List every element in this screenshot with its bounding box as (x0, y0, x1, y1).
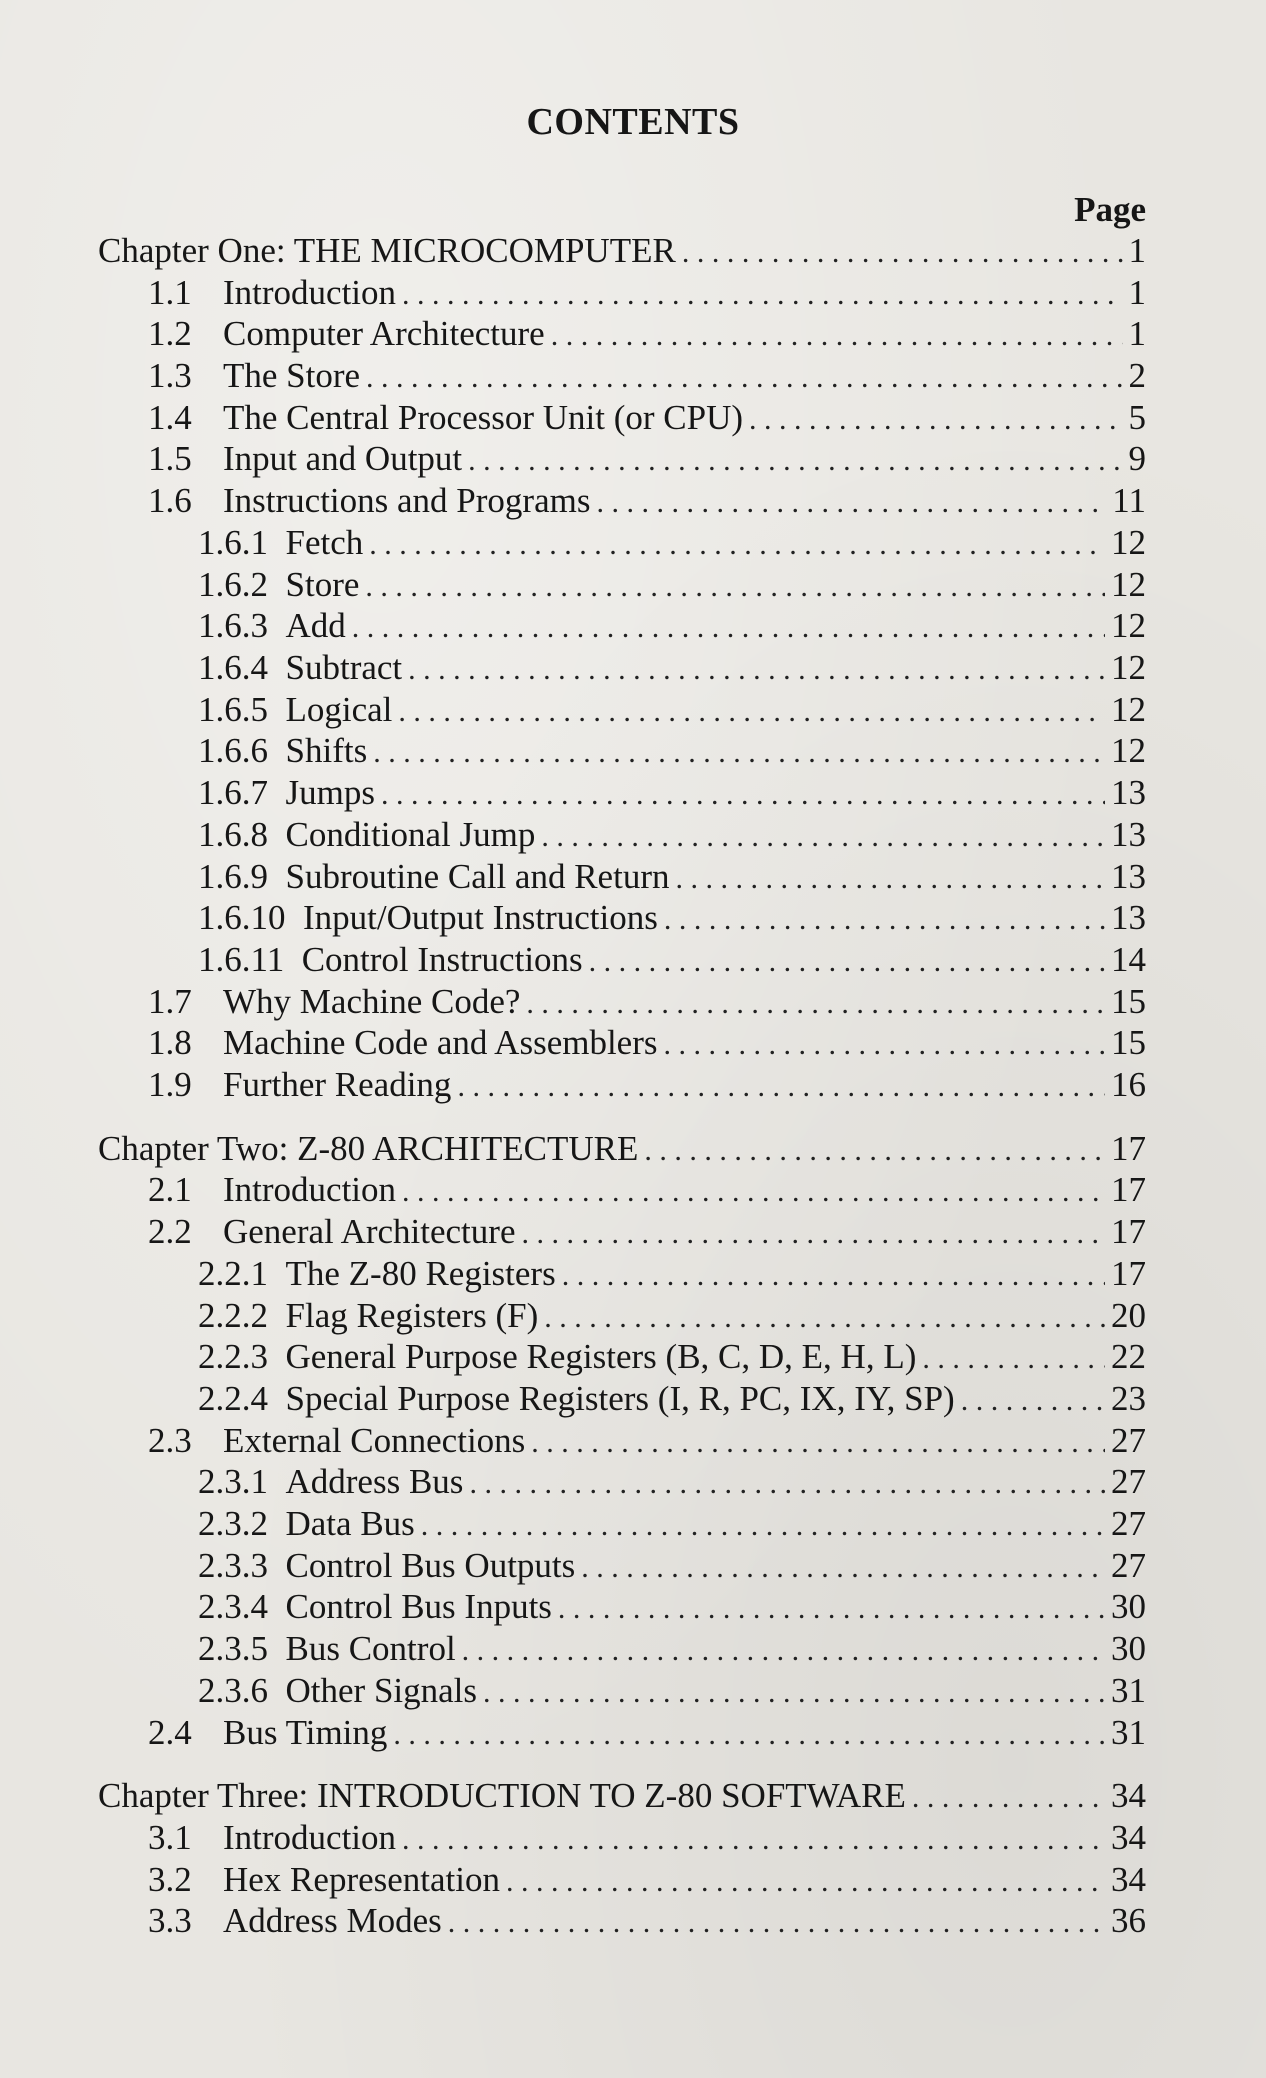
toc-chapter-entry (98, 230, 1146, 272)
toc-entry-title: Fetch (285, 523, 364, 562)
toc-entry-number: 1.7 (148, 982, 192, 1021)
toc-section-entry (148, 272, 1146, 314)
toc-entry-number: 1.6.1 (198, 523, 286, 562)
toc-entry-page: 13 (1111, 857, 1146, 896)
dot-leader (469, 1463, 1105, 1505)
dot-leader (366, 357, 1122, 399)
toc-entry-page: 27 (1111, 1462, 1146, 1501)
toc-entry-number: 1.5 (148, 439, 192, 478)
toc-entry-number: 1.6.10 (198, 898, 303, 937)
toc-entry-page: 17 (1111, 1212, 1146, 1251)
toc-entry-number: 2.3.5 (198, 1629, 286, 1668)
dot-leader (398, 691, 1105, 733)
toc-section-entry (198, 1586, 1146, 1628)
toc-entry-page: 15 (1111, 1023, 1146, 1062)
toc-entry-page: 1 (1128, 273, 1146, 312)
toc-section-entry (148, 480, 1146, 522)
toc-entry-title: Input/Output Instructions (303, 898, 658, 937)
toc-entry-page: 30 (1111, 1587, 1146, 1626)
toc-entry-number: 2.1 (148, 1170, 192, 1209)
toc-entry-number: 1.6.9 (198, 857, 286, 896)
toc-entry-page: 27 (1111, 1504, 1146, 1543)
toc-entry-number: 2.3.6 (198, 1671, 286, 1710)
toc-section-entry (148, 1817, 1146, 1859)
toc-entry-title: Hex Representation (223, 1860, 500, 1899)
dot-leader (596, 482, 1106, 524)
toc-entry-title: Bus Timing (223, 1713, 388, 1752)
toc-entry-title: Chapter Two: Z-80 ARCHITECTURE (98, 1129, 639, 1168)
dot-leader (369, 524, 1105, 566)
toc-entry-page: 27 (1111, 1421, 1146, 1460)
toc-entry-number: 2.3 (148, 1421, 192, 1460)
toc-section-entry (198, 1336, 1146, 1378)
toc-entry-page: 31 (1111, 1713, 1146, 1752)
toc-entry-page: 12 (1111, 523, 1146, 562)
toc-entry-number: 1.1 (148, 273, 192, 312)
toc-entry-page: 15 (1111, 982, 1146, 1021)
toc-entry-number: 2.3.3 (198, 1546, 286, 1585)
dot-leader (462, 1630, 1105, 1672)
toc-entry-page: 12 (1111, 648, 1146, 687)
toc-entry-page: 12 (1111, 606, 1146, 645)
dot-leader (562, 1255, 1105, 1297)
toc-entry-title: Subtract (285, 648, 403, 687)
dot-leader (551, 315, 1123, 357)
toc-entry-number: 1.3 (148, 356, 192, 395)
toc-entry-title: Add (285, 606, 346, 645)
toc-entry-page: 16 (1111, 1065, 1146, 1104)
toc-section-entry (198, 1628, 1146, 1670)
toc-entry-page: 2 (1128, 356, 1146, 395)
dot-leader (912, 1777, 1105, 1819)
toc-section-entry (198, 647, 1146, 689)
toc-section-entry (148, 1420, 1146, 1462)
toc-entry-title: The Z-80 Registers (285, 1254, 556, 1293)
dot-leader (544, 1297, 1105, 1339)
toc-entry-title: General Purpose Registers (B, C, D, E, H, L) (285, 1337, 917, 1376)
toc-entry-number: 1.8 (148, 1023, 192, 1062)
toc-entry-number: 1.6 (148, 481, 192, 520)
toc-section-entry (198, 1670, 1146, 1712)
toc-entry-title: Computer Architecture (223, 314, 545, 353)
toc-entry-page: 13 (1111, 815, 1146, 854)
toc-section-entry (198, 897, 1146, 939)
dot-leader (483, 1672, 1105, 1714)
dot-leader (457, 1066, 1105, 1108)
toc-section-entry (198, 1295, 1146, 1337)
toc-section-entry (198, 605, 1146, 647)
toc-entry-title: Introduction (223, 273, 397, 312)
dot-leader (644, 1130, 1105, 1172)
dot-leader (664, 899, 1105, 941)
toc-entry-page: 11 (1112, 481, 1146, 520)
dot-leader (682, 232, 1123, 274)
toc-entry-page: 14 (1111, 940, 1146, 979)
toc-entry-number: 2.2 (148, 1212, 192, 1251)
toc-entry-title: Conditional Jump (285, 815, 536, 854)
toc-entry-title: Input and Output (223, 439, 463, 478)
toc-entry-title: Further Reading (223, 1065, 452, 1104)
toc-entry-number: 1.6.7 (198, 773, 286, 812)
toc-section-entry (198, 1503, 1146, 1545)
toc-entry-title: Why Machine Code? (223, 982, 521, 1021)
toc-entry-page: 34 (1111, 1860, 1146, 1899)
toc-section-entry (148, 1022, 1146, 1064)
toc-section-entry (148, 355, 1146, 397)
toc-entry-title: Jumps (285, 773, 375, 812)
toc-entry-title: Address Modes (223, 1901, 442, 1940)
toc-entry-number: 1.9 (148, 1065, 192, 1104)
toc-entry-page: 12 (1111, 565, 1146, 604)
toc-entry-title: Machine Code and Assemblers (223, 1023, 658, 1062)
dot-leader (402, 274, 1122, 316)
toc-entry-number: 1.6.2 (198, 565, 286, 604)
toc-entry-title: Data Bus (285, 1504, 415, 1543)
dot-leader (675, 858, 1105, 900)
toc-entry-page: 30 (1111, 1629, 1146, 1668)
toc-entry-number: 3.1 (148, 1818, 192, 1857)
toc-entry-page: 36 (1111, 1901, 1146, 1940)
toc-section-entry (148, 1859, 1146, 1901)
toc-entry-page: 34 (1111, 1818, 1146, 1857)
dot-leader (408, 649, 1105, 691)
dot-leader (365, 566, 1105, 608)
dot-leader (506, 1861, 1105, 1903)
toc-section-entry (148, 397, 1146, 439)
toc-entry-page: 17 (1111, 1254, 1146, 1293)
toc-section-entry (148, 1169, 1146, 1211)
toc-entry-page: 12 (1111, 690, 1146, 729)
toc-section-entry (198, 772, 1146, 814)
dot-leader (541, 816, 1105, 858)
toc-section-entry (198, 1378, 1146, 1420)
dot-leader (749, 399, 1122, 441)
toc-section-entry (198, 1253, 1146, 1295)
toc-entry-title: Instructions and Programs (223, 481, 591, 520)
toc-section-entry (198, 730, 1146, 772)
page-column-header: Page (1074, 190, 1146, 229)
toc-chapter-entry (98, 1128, 1146, 1170)
toc-entry-title: Other Signals (285, 1671, 478, 1710)
contents-heading: CONTENTS (526, 101, 740, 143)
dot-leader (393, 1714, 1105, 1756)
toc-entry-page: 23 (1111, 1379, 1146, 1418)
toc-entry-page: 9 (1128, 439, 1146, 478)
toc-entry-number: 2.2.1 (198, 1254, 286, 1293)
toc-section-entry (148, 438, 1146, 480)
toc-entry-number: 1.6.6 (198, 731, 286, 770)
toc-entry-page: 34 (1111, 1776, 1146, 1815)
toc-section-entry (148, 1900, 1146, 1942)
toc-entry-title: Logical (285, 690, 393, 729)
dot-leader (664, 1024, 1106, 1066)
toc-entry-title: Chapter One: THE MICROCOMPUTER (98, 231, 676, 270)
toc-entry-number: 1.6.8 (198, 815, 286, 854)
dot-leader (468, 440, 1122, 482)
toc-entry-title: Address Bus (285, 1462, 464, 1501)
toc-entry-number: 1.6.4 (198, 648, 286, 687)
toc-section-entry (198, 856, 1146, 898)
toc-entry-title: External Connections (223, 1421, 526, 1460)
toc-entry-page: 12 (1111, 731, 1146, 770)
toc-entry-title: Introduction (223, 1818, 397, 1857)
toc-entry-page: 22 (1111, 1337, 1146, 1376)
dot-leader (961, 1380, 1105, 1422)
toc-entry-title: Store (285, 565, 360, 604)
dot-leader (402, 1171, 1105, 1213)
toc-entry-title: Chapter Three: INTRODUCTION TO Z-80 SOFTWARE (98, 1776, 906, 1815)
toc-entry-title: The Central Processor Unit (or CPU) (223, 398, 744, 437)
toc-entry-number: 3.2 (148, 1860, 192, 1899)
toc-entry-page: 17 (1111, 1170, 1146, 1209)
toc-entry-page: 5 (1128, 398, 1146, 437)
toc-entry-title: General Architecture (223, 1212, 516, 1251)
toc-entry-number: 2.4 (148, 1713, 192, 1752)
toc-section-entry (198, 939, 1146, 981)
dot-leader (922, 1338, 1105, 1380)
toc-entry-number: 1.6.11 (198, 940, 302, 979)
toc-entry-number: 2.2.3 (198, 1337, 286, 1376)
toc-entry-number: 3.3 (148, 1901, 192, 1940)
toc-entry-page: 1 (1128, 314, 1146, 353)
toc-entry-number: 2.3.2 (198, 1504, 286, 1543)
toc-entry-number: 1.6.5 (198, 690, 286, 729)
dot-leader (531, 1422, 1105, 1464)
toc-entry-title: The Store (223, 356, 361, 395)
toc-section-entry (148, 981, 1146, 1023)
toc-entry-page: 20 (1111, 1296, 1146, 1335)
toc-entry-title: Control Bus Outputs (285, 1546, 576, 1585)
dot-leader (373, 732, 1105, 774)
toc-section-entry (148, 313, 1146, 355)
toc-entry-title: Special Purpose Registers (I, R, PC, IX, IY, SP) (285, 1379, 955, 1418)
toc-entry-page: 27 (1111, 1546, 1146, 1585)
dot-leader (521, 1213, 1105, 1255)
toc-section-entry (198, 564, 1146, 606)
toc-entry-title: Subroutine Call and Return (285, 857, 670, 896)
dot-leader (589, 941, 1105, 983)
toc-entry-number: 2.2.4 (198, 1379, 286, 1418)
toc-entry-page: 17 (1111, 1129, 1146, 1168)
toc-entry-page: 13 (1111, 898, 1146, 937)
toc-section-entry (198, 522, 1146, 564)
toc-entry-title: Flag Registers (F) (285, 1296, 539, 1335)
toc-section-entry (198, 1461, 1146, 1503)
toc-entry-number: 2.3.4 (198, 1587, 286, 1626)
toc-entry-title: Control Bus Inputs (285, 1587, 552, 1626)
toc-entry-page: 1 (1128, 231, 1146, 270)
toc-entry-page: 13 (1111, 773, 1146, 812)
toc-section-entry (148, 1712, 1146, 1754)
dot-leader (421, 1505, 1105, 1547)
toc-entry-page: 31 (1111, 1671, 1146, 1710)
toc-entry-title: Shifts (285, 731, 368, 770)
dot-leader (581, 1547, 1105, 1589)
toc-entry-number: 2.2.2 (198, 1296, 286, 1335)
toc-entry-number: 1.6.3 (198, 606, 286, 645)
dot-leader (448, 1902, 1105, 1944)
toc-section-entry (198, 814, 1146, 856)
dot-leader (402, 1819, 1105, 1861)
dot-leader (381, 774, 1105, 816)
dot-leader (526, 983, 1105, 1025)
toc-entry-title: Control Instructions (301, 940, 583, 979)
dot-leader (558, 1588, 1105, 1630)
toc-section-entry (198, 1545, 1146, 1587)
toc-entry-title: Introduction (223, 1170, 397, 1209)
toc-entry-title: Bus Control (285, 1629, 456, 1668)
toc-entry-number: 1.4 (148, 398, 192, 437)
toc-entry-number: 1.2 (148, 314, 192, 353)
toc-section-entry (198, 689, 1146, 731)
toc-chapter-entry (98, 1775, 1146, 1817)
dot-leader (352, 607, 1105, 649)
toc-section-entry (148, 1064, 1146, 1106)
toc-entry-number: 2.3.1 (198, 1462, 286, 1501)
toc-section-entry (148, 1211, 1146, 1253)
